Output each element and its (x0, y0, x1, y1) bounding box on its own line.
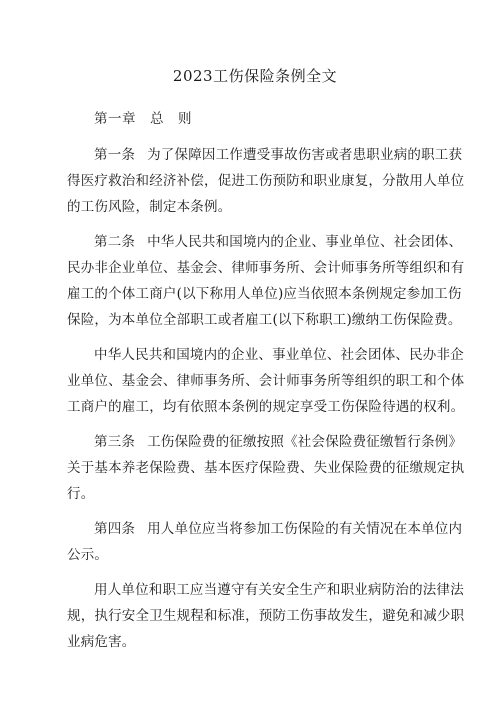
paragraph-line: 规，执行安全卫生规程和标准，预防工伤事故发生，避免和减少职 (67, 608, 465, 624)
article-2-paragraph (67, 229, 465, 333)
document-title: 2023工伤保险条例全文 (172, 67, 338, 85)
chapter-name-part-2: 则 (178, 111, 192, 127)
chapter-heading (94, 106, 416, 132)
article-4-continued-paragraph (67, 577, 465, 655)
paragraph-line (94, 229, 463, 255)
article-2-continued-paragraph (67, 342, 465, 420)
paragraph-line: 业病危害。 (67, 634, 136, 650)
paragraph-line: 业单位、基金会、律师事务所、会计师事务所等组织的职工和个体 (67, 373, 465, 389)
paragraph-line (94, 429, 463, 455)
article-number: 第一条 (94, 147, 136, 163)
paragraph-line: 工商户的雇工，均有依照本条例的规定享受工伤保险待遇的权利。 (67, 399, 465, 415)
chapter-number: 第一章 (94, 111, 136, 127)
line-text: 工伤保险费的征缴按照《社会保险费征缴暂行条例》 (147, 434, 463, 450)
paragraph-line (94, 516, 463, 542)
paragraph-line: 行。 (67, 486, 95, 502)
article-4-paragraph (67, 516, 463, 568)
paragraph-line: 的工伤风险，制定本条例。 (67, 199, 232, 215)
article-3-paragraph (67, 429, 465, 507)
article-number: 第三条 (94, 434, 136, 450)
article-number: 第二条 (94, 234, 136, 250)
paragraph-line: 关于基本养老保险费、基本医疗保险费、失业保险费的征缴规定执 (67, 460, 465, 476)
paragraph-line: 得医疗救治和经济补偿，促进工伤预防和职业康复，分散用人单位 (67, 173, 465, 189)
paragraph-line: 用人单位和职工应当遵守有关安全生产和职业病防治的法律法 (94, 582, 464, 598)
article-number: 第四条 (94, 521, 136, 537)
paragraph-line: 公示。 (67, 547, 109, 563)
paragraph-line: 中华人民共和国境内的企业、事业单位、社会团体、民办非企 (94, 347, 464, 363)
article-1-paragraph (67, 142, 465, 220)
line-text: 为了保障因工作遭受事故伤害或者患职业病的职工获 (147, 147, 463, 163)
paragraph-line: 民办非企业单位、基金会、律师事务所、会计师事务所等组织和有 (67, 260, 465, 276)
line-text: 中华人民共和国境内的企业、事业单位、社会团体、 (147, 234, 463, 250)
chapter-name-part-1: 总 (150, 111, 164, 127)
line-text: 用人单位应当将参加工伤保险的有关情况在本单位内 (147, 521, 463, 537)
paragraph-line: 保险，为本单位全部职工或者雇工(以下称职工)缴纳工伤保险费。 (67, 312, 462, 328)
paragraph-line: 雇工的个体工商户(以下称用人单位)应当依照本条例规定参加工伤 (67, 286, 462, 302)
paragraph-line (94, 142, 463, 168)
